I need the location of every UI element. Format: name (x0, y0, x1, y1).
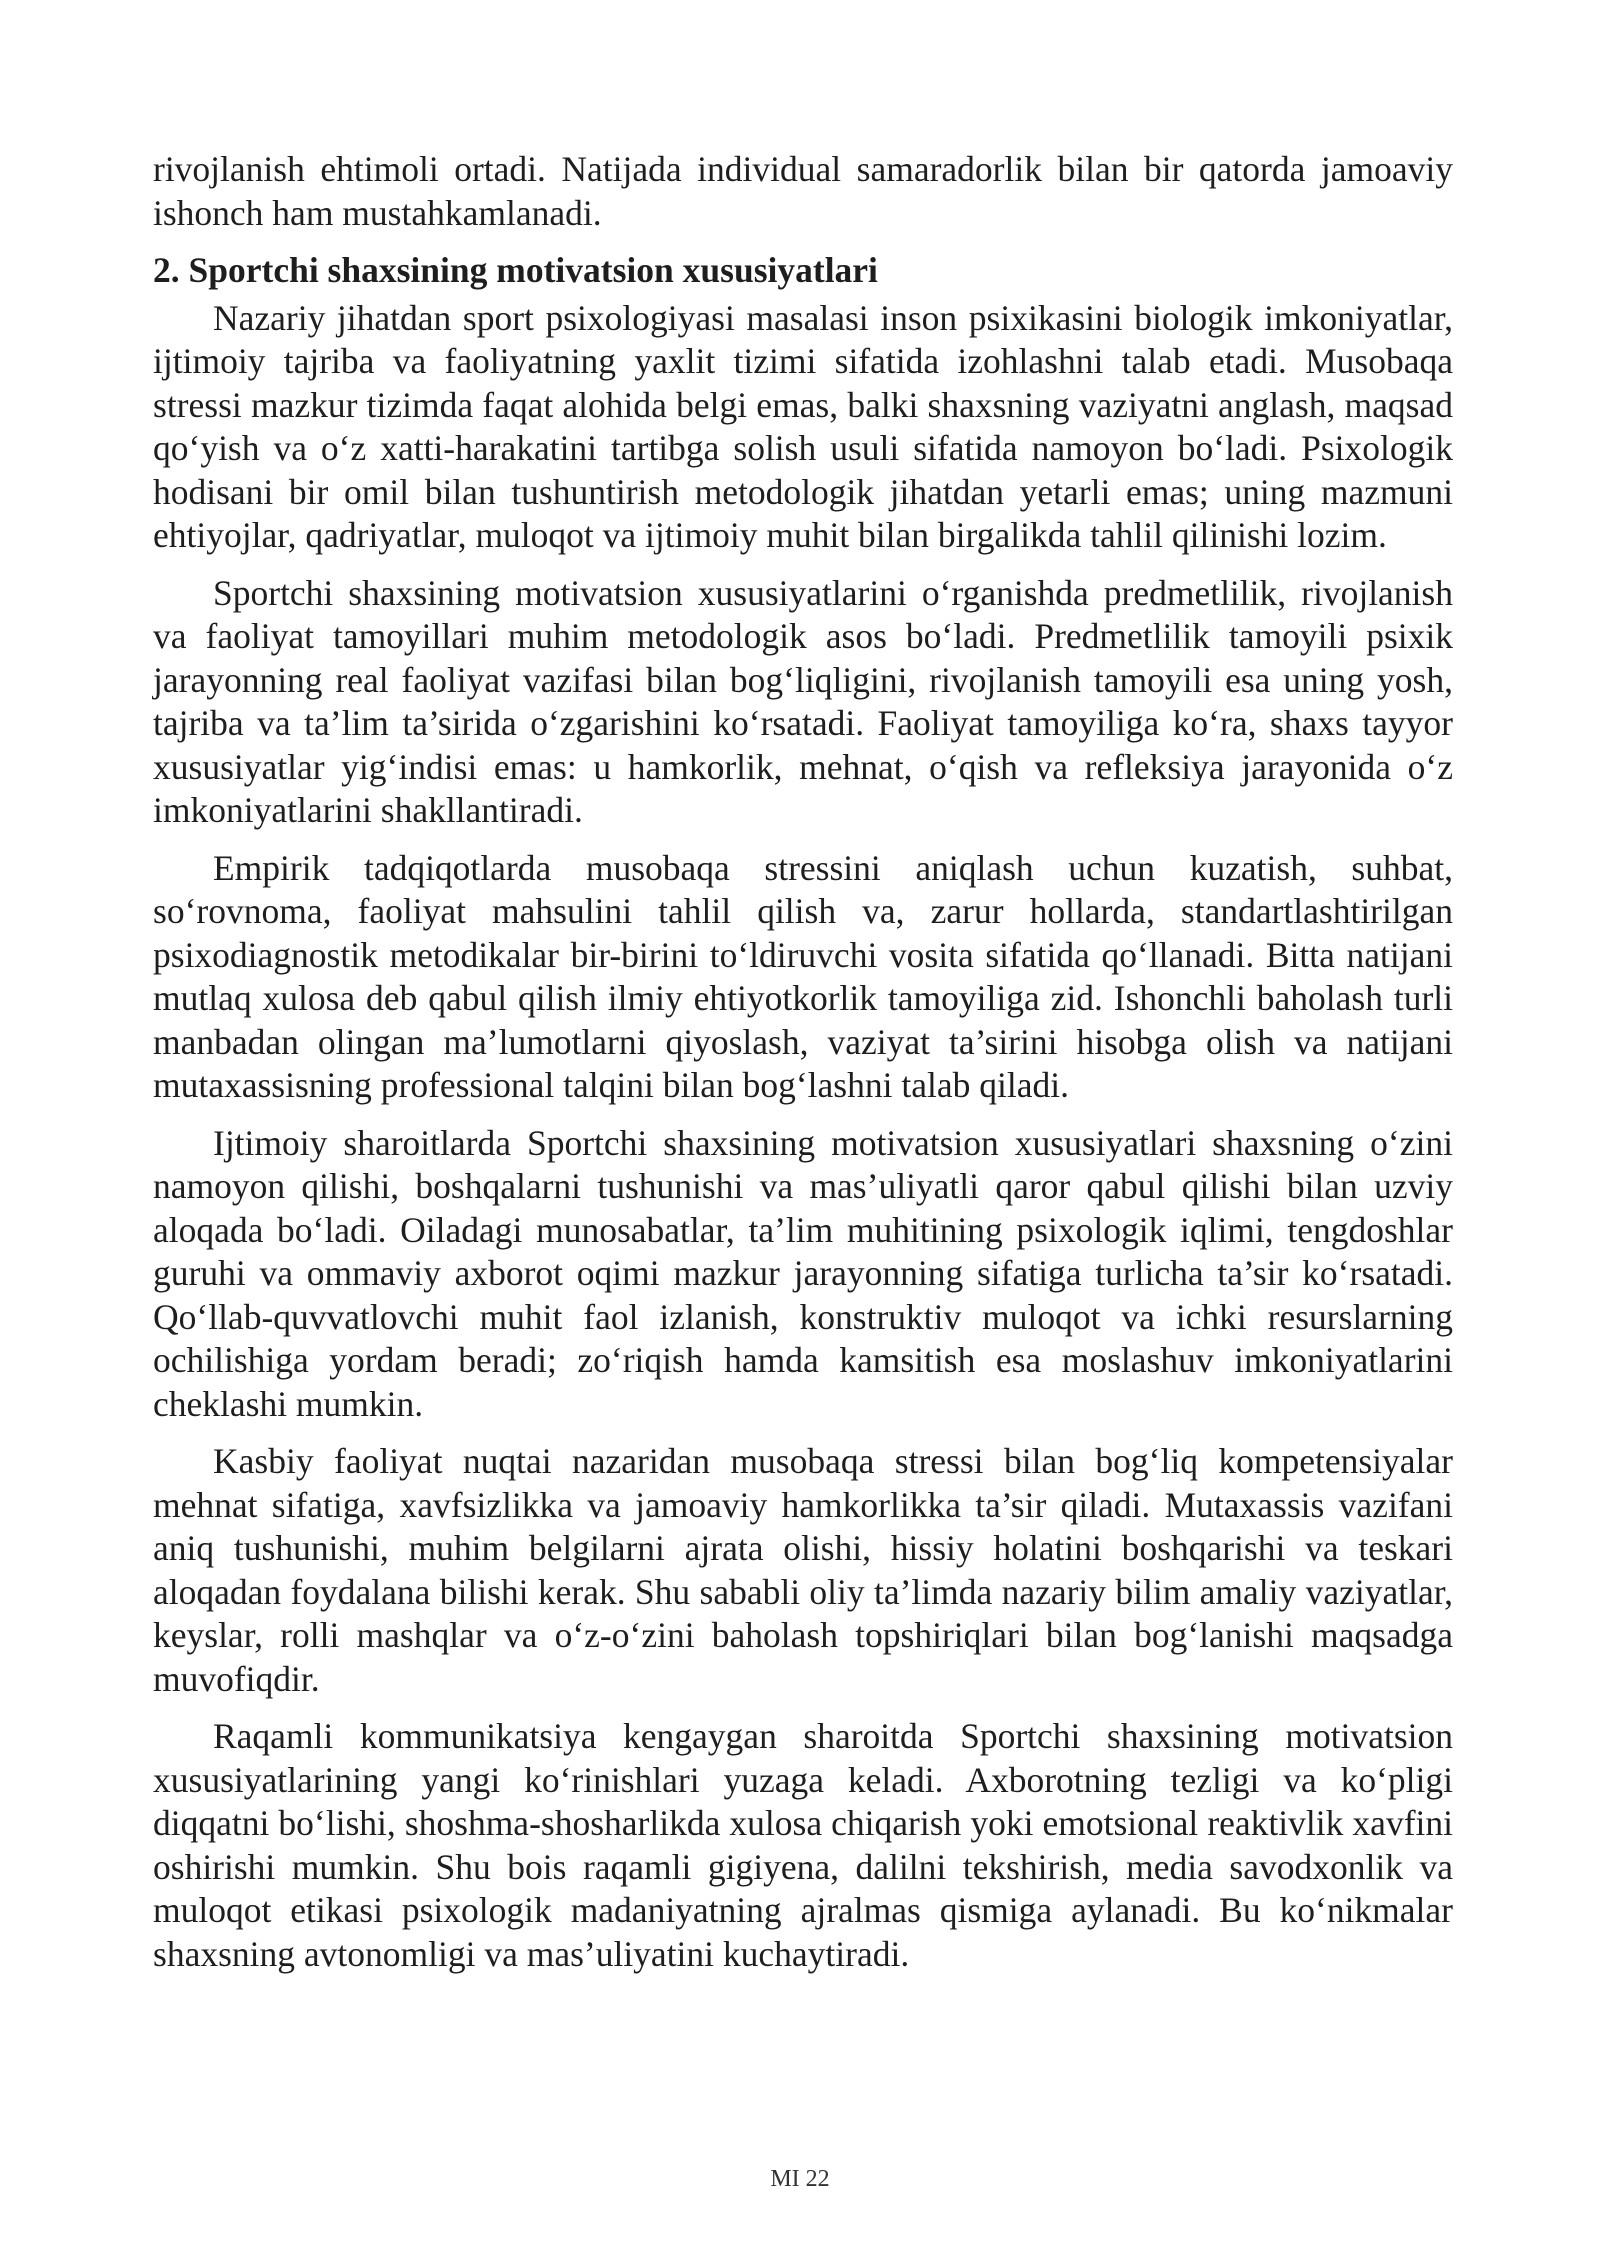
body-paragraph-5: Kasbiy faoliyat nuqtai nazaridan musobaqa stressi bilan bog‘liq kompetensiyalar mehnat sifatiga, xavfsizlikka va jamoaviy hamkorlikka ta’sir qiladi. Mutaxassis vazifani aniq tushunishi, muhim belgilarni ajrata olishi, hissiy holatini boshqarishi va teskari aloqadan foydalana bilishi kerak. Shu sababli oliy ta’limda nazariy bilim amaliy vaziyatlar, keyslar, rolli mashqlar va o‘z-o‘zini baholash topshiriqlari bilan bog‘lanishi maqsadga muvofiqdir. (153, 1441, 1453, 1699)
page-number: MI 22 (770, 2166, 830, 2192)
document-page (153, 148, 1453, 1976)
body-paragraph-3: Empirik tadqiqotlarda musobaqa stressini aniqlash uchun kuzatish, suhbat, so‘rovnoma, faoliyat mahsulini tahlil qilish va, zarur hollarda, standartlashtirilgan psixodiagnostik metodikalar bir-birini to‘ldiruvchi vosita sifatida qo‘llanadi. Bitta natijani mutlaq xulosa deb qabul qilish ilmiy ehtiyotkorlik tamoyiliga zid. Ishonchli baholash turli manbadan olingan ma’lumotlarni qiyoslash, vaziyat ta’sirini hisobga olish va natijani mutaxassisning professional talqini bilan bog‘lashni talab qiladi. (153, 847, 1453, 1105)
intro-paragraph: rivojlanish ehtimoli ortadi. Natijada individual samaradorlik bilan bir qatorda jamoaviy ishonch ham mustahkamlanadi. (153, 149, 1453, 233)
body-paragraph-6: Raqamli kommunikatsiya kengaygan sharoitda Sportchi shaxsining motivatsion xususiyatlarining yangi ko‘rinishlari yuzaga keladi. Axborotning tezligi va ko‘pligi diqqatni bo‘lishi, shoshma-shosharlikda xulosa chiqarish yoki emotsional reaktivlik xavfini oshirishi mumkin. Shu bois raqamli gigiyena, dalilni tekshirish, media savodxonlik va muloqot etikasi psixologik madaniyatning ajralmas qismiga aylanadi. Bu ko‘nikmalar shaxsning avtonomligi va mas’uliyatini kuchaytiradi. (153, 1716, 1453, 1974)
section-heading: 2. Sportchi shaxsining motivatsion xususiyatlari (153, 250, 878, 290)
body-paragraph-2: Sportchi shaxsining motivatsion xususiyatlarini o‘rganishda predmetlilik, rivojlanish va faoliyat tamoyillari muhim metodologik asos bo‘ladi. Predmetlilik tamoyili psixik jarayonning real faoliyat vazifasi bilan bog‘liqligini, rivojlanish tamoyili esa uning yosh, tajriba va ta’lim ta’sirida o‘zgarishini ko‘rsatadi. Faoliyat tamoyiliga ko‘ra, shaxs tayyor xususiyatlar yig‘indisi emas: u hamkorlik, mehnat, o‘qish va refleksiya jarayonida o‘z imkoniyatlarini shakllantiradi. (153, 572, 1453, 830)
body-paragraph-4: Ijtimoiy sharoitlarda Sportchi shaxsining motivatsion xususiyatlari shaxsning o‘zini namoyon qilishi, boshqalarni tushunishi va mas’uliyatli qaror qabul qilishi bilan uzviy aloqada bo‘ladi. Oiladagi munosabatlar, ta’lim muhitining psixologik iqlimi, tengdoshlar guruhi va ommaviy axborot oqimi mazkur jarayonning sifatiga turlicha ta’sir ko‘rsatadi. Qo‘llab-quvvatlovchi muhit faol izlanish, konstruktiv muloqot va ichki resurslarning ochilishiga yordam beradi; zo‘riqish hamda kamsitish esa moslashuv imkoniyatlarini cheklashi mumkin. (153, 1122, 1453, 1424)
body-paragraph-1: Nazariy jihatdan sport psixologiyasi masalasi inson psixikasini biologik imkoniyatlar, ijtimoiy tajriba va faoliyatning yaxlit tizimi sifatida izohlashni talab etadi. Musobaqa stressi mazkur tizimda faqat alohida belgi emas, balki shaxsning vaziyatni anglash, maqsad qo‘yish va o‘z xatti-harakatini tartibga solish usuli sifatida namoyon bo‘ladi. Psixologik hodisani bir omil bilan tushuntirish metodologik jihatdan yetarli emas; uning mazmuni ehtiyojlar, qadriyatlar, muloqot va ijtimoiy muhit bilan birgalikda tahlil qilinishi lozim. (153, 297, 1453, 555)
